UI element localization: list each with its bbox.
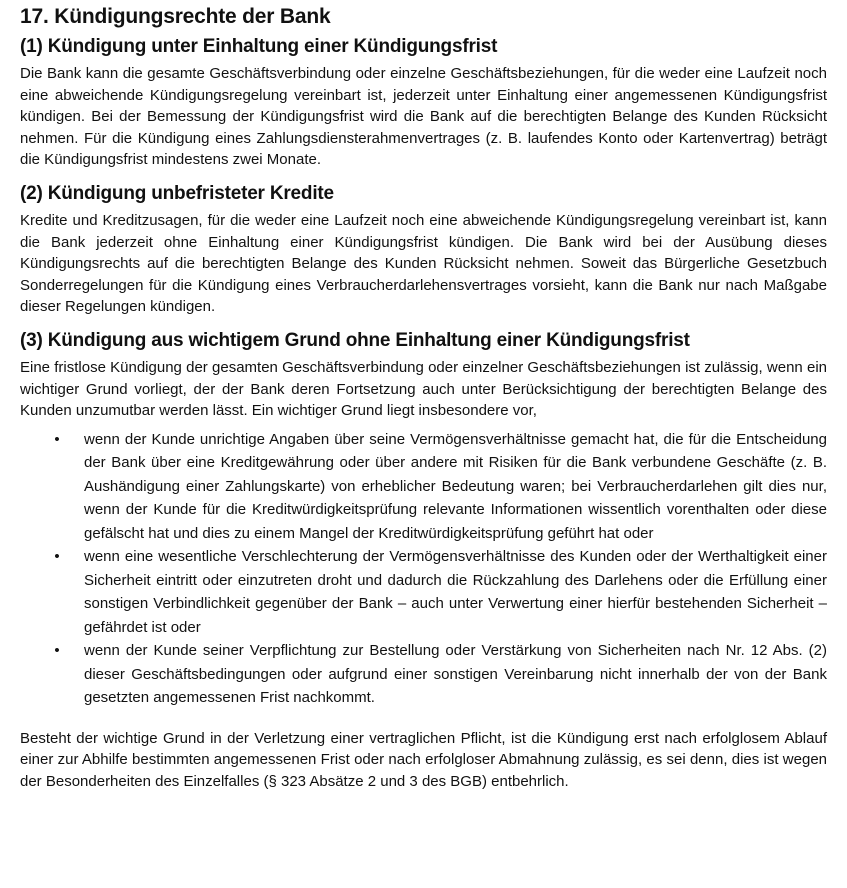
list-item-text: wenn der Kunde unrichtige Angaben über seine Vermögensverhältnisse gemacht hat, die für die Entscheidung der Bank über eine Kreditgewährung oder über andere mit Risiken für die Bank verbundene Geschäfte (z. B. Aushändigung einer Zahlungskarte) von erheblicher Bedeutung waren; bei Verbraucherdarlehen gilt dies nur, wenn der Kunde für die Kreditwürdigkeitsprüfung relevante Informationen wissentlich vorenthalten oder diese gefälscht hat und dies zu einem Mangel der Kreditwürdigkeitsprüfung geführt hat oder (84, 430, 827, 542)
section-3-heading: (3) Kündigung aus wichtigem Grund ohne Einhaltung einer Kündigungsfrist (20, 329, 690, 351)
section-2-heading: (2) Kündigung unbefristeter Kredite (20, 182, 334, 204)
list-item (20, 428, 827, 546)
section-3-bullet-list (20, 428, 827, 710)
list-item-text: wenn eine wesentliche Verschlechterung der Vermögensverhältnisse des Kunden oder der Werthaltigkeit einer Sicherheit eintritt oder einzutreten droht und dadurch die Rückzahlung des Darlehens oder die Erfüllung einer sonstigen Verbindlichkeit gegenüber der Bank – auch unter Verwertung einer hierfür bestehenden Sicherheit – gefährdet ist oder (84, 548, 827, 636)
section-3 (20, 329, 827, 793)
bullet-icon: • (54, 548, 60, 566)
list-item (20, 639, 827, 710)
section-2-text: Kredite und Kreditzusagen, für die weder eine Laufzeit noch eine abweichende Kündigungsregelung vereinbart ist, kann die Bank jederzeit ohne Einhaltung einer Kündigungsfrist kündigen. Die Bank wird bei der Ausübung dieses Kündigungsrechts auf die berechtigten Belange des Kunden Rücksicht nehmen. Soweit das Bürgerliche Gesetzbuch Sonderregelungen für die Kündigung eines Verbraucherdarlehensvertrages vorsieht, kann die Bank nur nach Maßgabe dieser Regelungen kündigen. (20, 211, 827, 316)
section-1-heading: (1) Kündigung unter Einhaltung einer Kündigungsfrist (20, 36, 498, 57)
bullet-icon: • (54, 642, 60, 660)
section-3-closing-text: Besteht der wichtige Grund in der Verletzung einer vertraglichen Pflicht, ist die Kündigung erst nach erfolglosem Ablauf einer zur Abhilfe bestimmten angemessenen Frist oder nach erfolgloser Abmahnung zulässig, es sei denn, dies ist wegen der Besonderheiten des Einzelfalles (§ 323 Absätze 2 und 3 des BGB) entbehrlich. (20, 729, 827, 790)
list-item-text: wenn der Kunde seiner Verpflichtung zur Bestellung oder Verstärkung von Sicherheiten nach Nr. 12 Abs. (2) dieser Geschäftsbedingungen oder aufgrund einer sonstigen Vereinbarung nicht innerhalb der von der Bank gesetzten angemessenen Frist nachkommt. (84, 642, 827, 707)
section-1 (20, 35, 827, 171)
section-3-text: Eine fristlose Kündigung der gesamten Geschäftsverbindung oder einzelner Geschäftsbeziehungen ist zulässig, wenn ein wichtiger Grund vorliegt, der der Bank deren Fortsetzung auch unter Berücksichtigung der berechtigten Belange des Kunden unzumutbar werden lässt. Ein wichtiger Grund liegt insbesondere vor, (20, 358, 827, 420)
document-title: 17. Kündigungsrechte der Bank (20, 5, 331, 28)
list-item (20, 545, 827, 639)
section-2 (20, 182, 827, 318)
bullet-icon: • (54, 430, 60, 448)
section-1-text: Die Bank kann die gesamte Geschäftsverbindung oder einzelne Geschäftsbeziehungen, für die weder eine Laufzeit noch eine abweichende Kündigungsregelung vereinbart ist, jederzeit unter Einhaltung einer angemessenen Kündigungsfrist kündigen. Bei der Bemessung der Kündigungsfrist wird die Bank auf die berechtigten Belange des Kunden Rücksicht nehmen. Für die Kündigung eines Zahlungsdiensterahmenvertrages (z. B. laufendes Konto oder Kartenvertrag) beträgt die Kündigungsfrist mindestens zwei Monate. (20, 65, 827, 169)
